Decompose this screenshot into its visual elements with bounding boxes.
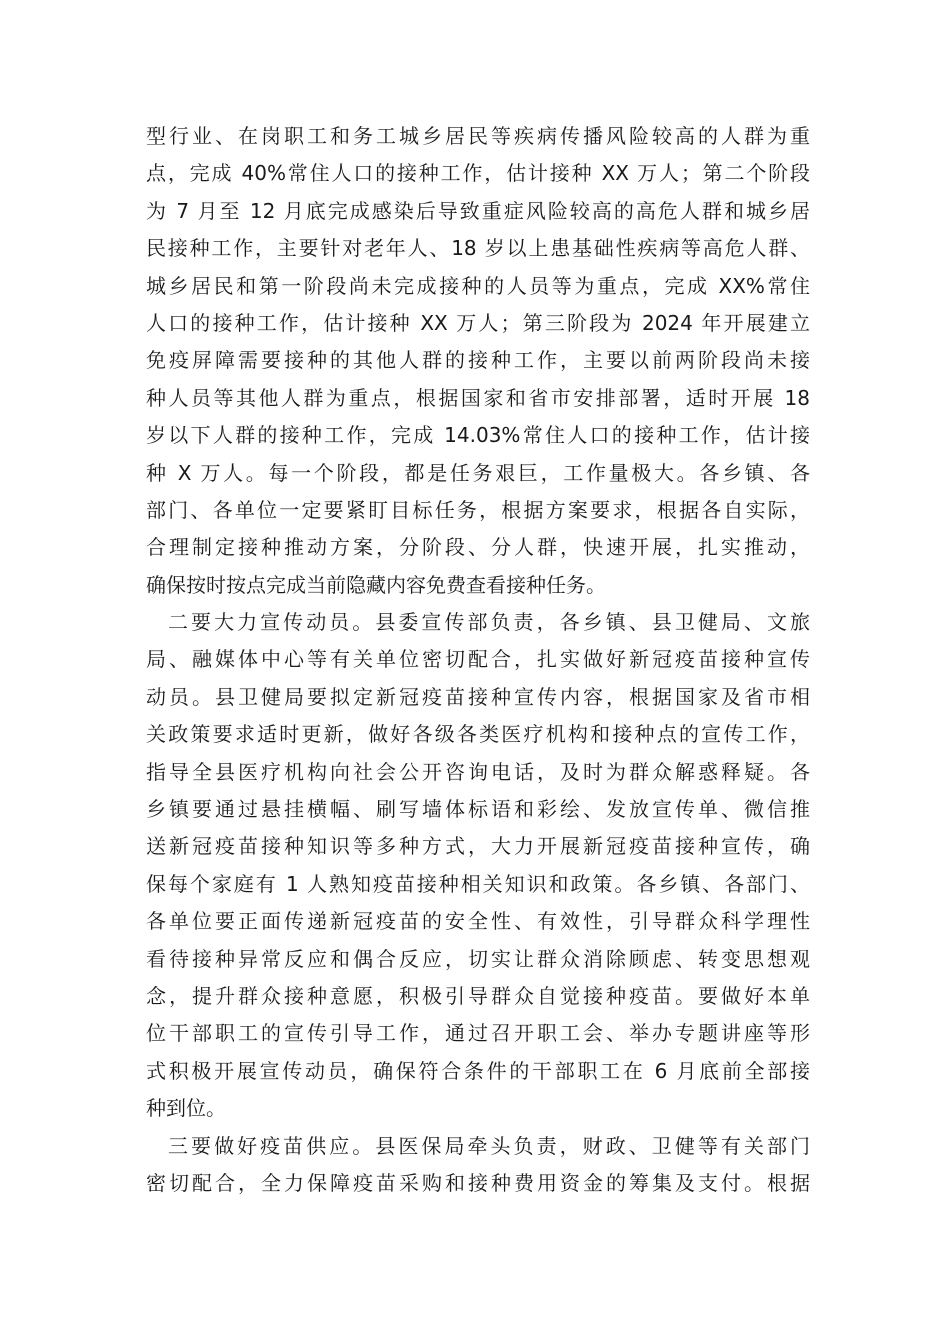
text-line: 局、融媒体中心等有关单位密切配合，扎实做好新冠疫苗接种宣传 [146,647,810,672]
paragraph-vaccine-supply [146,1128,810,1203]
document-body [146,118,810,1202]
text-line: 为 7 月至 12 月底完成感染后导致重症风险较高的高危人群和城乡居 [146,198,810,223]
text-line: 种 X 万人。每一个阶段，都是任务艰巨，工作量极大。各乡镇、各 [146,460,810,485]
text-line: 民接种工作，主要针对老年人、18 岁以上患基础性疾病等高危人群、 [146,236,810,261]
text-line: 动员。县卫健局要拟定新冠疫苗接种宣传内容，根据国家及省市相 [146,684,810,709]
text-line: 种到位。 [146,1096,226,1121]
paragraph-vaccination-phases [146,118,810,604]
text-line: 确保按时按点完成当前隐藏内容免费查看接种任务。 [146,572,606,597]
text-line: 送新冠疫苗接种知识等多种方式，大力开展新冠疫苗接种宣传，确 [146,834,810,859]
text-line: 式积极开展宣传动员，确保符合条件的干部职工在 6 月底前全部接 [146,1058,810,1083]
text-line: 关政策要求适时更新，做好各级各类医疗机构和接种点的宣传工作， [146,722,810,747]
text-line: 保每个家庭有 1 人熟知疫苗接种相关知识和政策。各乡镇、各部门、 [146,871,810,896]
text-line: 城乡居民和第一阶段尚未完成接种的人员等为重点，完成 XX%常住 [146,273,810,298]
text-line: 密切配合，全力保障疫苗采购和接种费用资金的筹集及支付。根据 [146,1170,810,1195]
text-line: 岁以下人群的接种工作，完成 14.03%常住人口的接种工作，估计接 [146,423,810,448]
text-line: 乡镇要通过悬挂横幅、刷写墙体标语和彩绘、发放宣传单、微信推 [146,797,810,822]
text-line: 合理制定接种推动方案，分阶段、分人群，快速开展，扎实推动， [146,535,810,560]
text-line: 位干部职工的宣传引导工作，通过召开职工会、举办专题讲座等形 [146,1021,810,1046]
text-line: 型行业、在岗职工和务工城乡居民等疾病传播风险较高的人群为重 [146,124,810,148]
text-line: 点，完成 40%常住人口的接种工作，估计接种 XX 万人；第二个阶段 [146,161,810,186]
text-line: 看待接种异常反应和偶合反应，切实让群众消除顾虑、转变思想观 [146,946,810,971]
text-line: 指导全县医疗机构向社会公开咨询电话，及时为群众解惑释疑。各 [146,759,810,784]
text-line: 三要做好疫苗供应。县医保局牵头负责，财政、卫健等有关部门 [168,1133,810,1158]
text-line: 念，提升群众接种意愿，积极引导群众自觉接种疫苗。要做好本单 [146,983,810,1008]
text-line: 免疫屏障需要接种的其他人群的接种工作，主要以前两阶段尚未接 [146,348,810,373]
paragraph-publicity-mobilization [146,604,810,1127]
text-line: 各单位要正面传递新冠疫苗的安全性、有效性，引导群众科学理性 [146,909,810,934]
text-line: 部门、各单位一定要紧盯目标任务，根据方案要求，根据各自实际， [146,497,810,522]
text-line: 种人员等其他人群为重点，根据国家和省市安排部署，适时开展 18 [146,385,810,410]
text-line: 二要大力宣传动员。县委宣传部负责，各乡镇、县卫健局、文旅 [168,610,810,635]
text-line: 人口的接种工作，估计接种 XX 万人；第三阶段为 2024 年开展建立 [146,310,810,335]
